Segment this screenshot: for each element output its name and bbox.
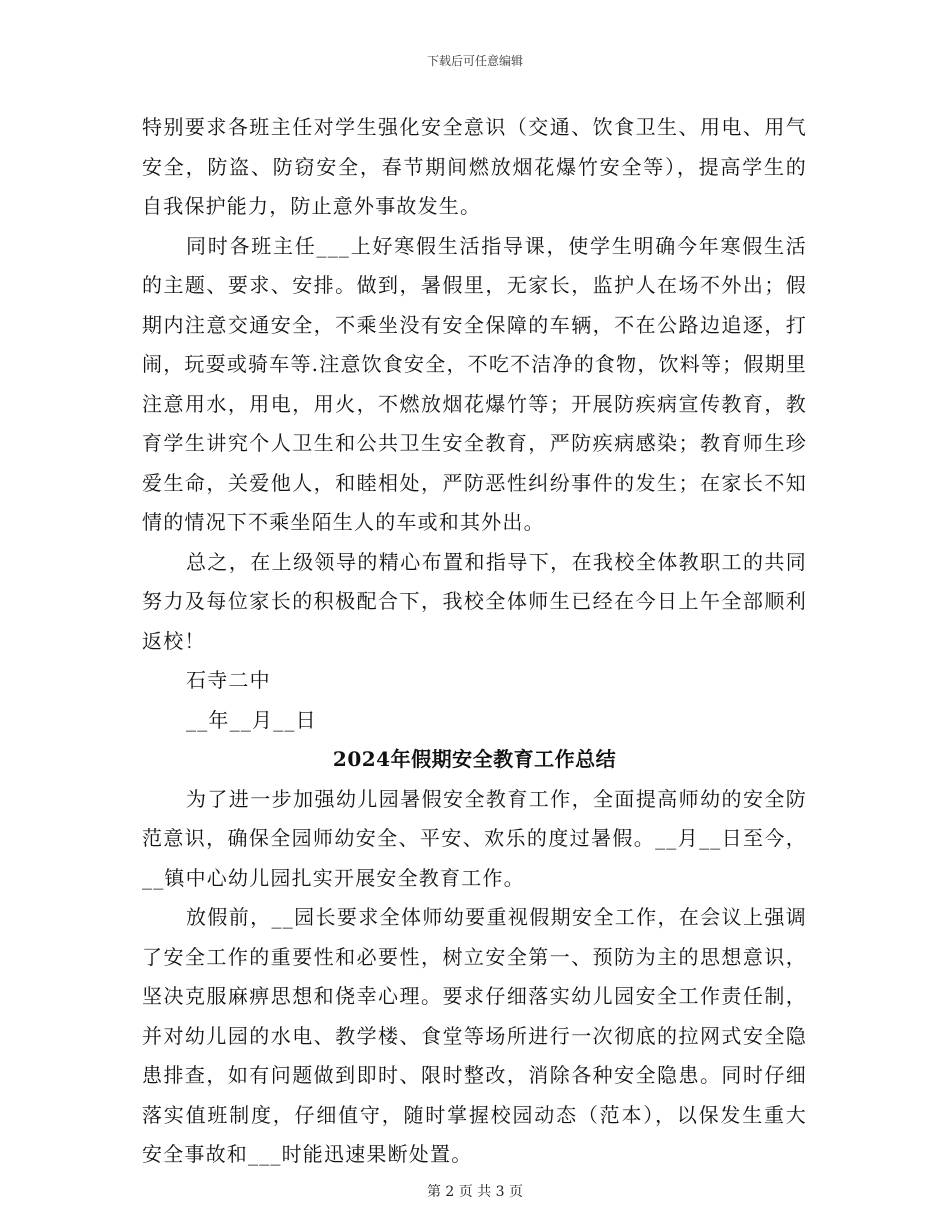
signature-date: __年__月__日 xyxy=(186,707,317,732)
paragraph-winter-guidance: 同时各班主任___上好寒假生活指导课，使学生明确今年寒假生活的主题、要求、安排。做到，暑假里，无家长，监护人在场不外出；假期内注意交通安全，不乘坐没有安全保障的车辆，不在公路边追逐，打闹，玩耍或骑车等.注意饮食安全，不吃不洁净的食物，饮料等；假期里注意用水，用电，用火，不燃放烟花爆竹等；开展防疾病宣传教育，教育学生讲究个人卫生和公共卫生安全教育，严防疾病感染；教育师生珍爱生命，关爱他人，和睦相处，严防恶性纠纷事件的发生；在家长不知情的情况下不乘坐陌生人的车或和其外出。 xyxy=(142,233,807,534)
section-title: 2024年假期安全教育工作总结 xyxy=(332,747,617,771)
page-number: 第 2 页 共 3 页 xyxy=(426,1184,524,1200)
paragraph-conclusion: 总之，在上级领导的精心布置和指导下，在我校全体教职工的共同努力及每位家长的积极配合下，我校全体师生已经在今日上午全部顺利返校！ xyxy=(142,549,807,653)
signature-school: 石寺二中 xyxy=(186,668,271,692)
header-note: 下载后可任意编辑 xyxy=(426,54,523,68)
paragraph-kindergarten-intro: 为了进一步加强幼儿园暑假安全教育工作，全面提高师幼的安全防范意识，确保全园师幼安全、平安、欢乐的度过暑假。__月__日至今，__镇中心幼儿园扎实开展安全教育工作。 xyxy=(142,786,807,890)
paragraph-safety-awareness: 特别要求各班主任对学生强化安全意识（交通、饮食卫生、用电、用气安全，防盗、防窃安全，春节期间燃放烟花爆竹安全等），提高学生的自我保护能力，防止意外事故发生。 xyxy=(142,115,807,218)
document-body xyxy=(142,108,807,1175)
paragraph-before-holiday: 放假前，__园长要求全体师幼要重视假期安全工作，在会议上强调了安全工作的重要性和必要性，树立安全第一、预防为主的思想意识，坚决克服麻痹思想和侥幸心理。要求仔细落实幼儿园安全工作责任制，并对幼儿园的水电、教学楼、食堂等场所进行一次彻底的拉网式安全隐患排查，如有问题做到即时、限时整改，消除各种安全隐患。同时仔细落实值班制度，仔细值守，随时掌握校园动态（范本），以保发生重大安全事故和___时能迅速果断处置。 xyxy=(142,905,807,1166)
